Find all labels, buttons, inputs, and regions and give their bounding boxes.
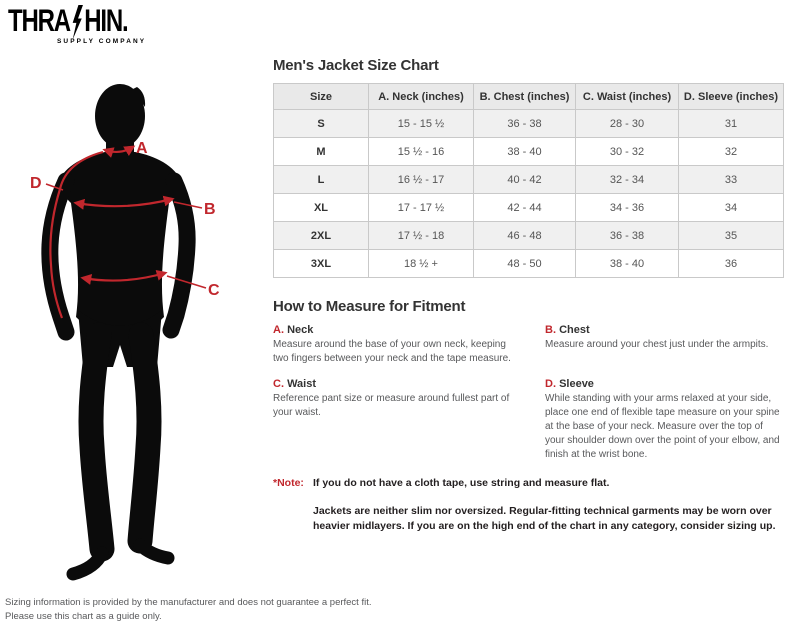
torso-shape (58, 152, 182, 340)
waist-cell: 28 - 30 (576, 110, 679, 138)
measure-name: Sleeve (559, 378, 594, 390)
chest-cell: 42 - 44 (474, 194, 576, 222)
neck-cell: 15 ½ - 16 (369, 138, 474, 166)
table-row-2xl (274, 222, 784, 250)
size-cell: L (274, 166, 369, 194)
measure-text: Measure around your chest just under the armpits. (545, 339, 769, 350)
measure-letter: B. (545, 324, 556, 336)
logo-wordmark (8, 3, 128, 40)
chest-cell: 48 - 50 (474, 250, 576, 278)
column-header-chest: B. Chest (inches) (474, 84, 576, 110)
table-row-l (274, 166, 784, 194)
figure-label-c: C (208, 282, 220, 299)
size-cell: 2XL (274, 222, 369, 250)
measurement-figure (15, 55, 235, 595)
neck-cell: 16 ½ - 17 (369, 166, 474, 194)
chest-cell: 36 - 38 (474, 110, 576, 138)
table-row-3xl (274, 250, 784, 278)
note-section (273, 476, 785, 548)
column-header-neck: A. Neck (inches) (369, 84, 474, 110)
measure-name: Waist (287, 378, 316, 390)
logo-subtitle: SUPPLY COMPANY (57, 38, 147, 45)
lightning-bolt-icon (71, 5, 83, 40)
note-line-1: If you do not have a cloth tape, use string and measure flat. (313, 477, 610, 489)
waist-cell: 32 - 34 (576, 166, 679, 194)
content-panel (273, 57, 785, 548)
measure-text: Measure around the base of your own neck, keeping two fingers between your neck and the tape measure. (273, 339, 511, 364)
logo-text-end: HIN. (84, 3, 128, 39)
chest-cell: 46 - 48 (474, 222, 576, 250)
measure-letter: D. (545, 378, 556, 390)
measure-name: Chest (559, 324, 590, 336)
waist-cell: 34 - 36 (576, 194, 679, 222)
size-cell: M (274, 138, 369, 166)
measure-letter: A. (273, 324, 284, 336)
measure-name: Neck (287, 324, 314, 336)
measure-text: While standing with your arms relaxed at your side, place one end of flexible tape measure on your spine at the base of your neck. Measure over the top of your shoulder down over the point of your elbow, and finish at the wrist bone. (545, 393, 780, 460)
measure-letter: C. (273, 378, 284, 390)
footer-line-2: Please use this chart as a guide only. (5, 611, 162, 623)
chest-cell: 38 - 40 (474, 138, 576, 166)
table-row-xl (274, 194, 784, 222)
measure-section (273, 298, 785, 462)
size-chart-table (273, 83, 784, 278)
figure-label-b: B (204, 201, 216, 218)
column-header-sleeve: D. Sleeve (inches) (679, 84, 784, 110)
sleeve-cell: 32 (679, 138, 784, 166)
note-label: *Note: (273, 477, 304, 489)
chest-cell: 40 - 42 (474, 166, 576, 194)
note-line-2: Jackets are neither slim nor oversized. Regular-fitting technical garments may be worn over heavier midlayers. If you are on the high end of the chart in any category, consider sizing up. (313, 505, 776, 533)
neck-cell: 18 ½ + (369, 250, 474, 278)
right-foot-shape (140, 545, 168, 558)
column-header-size: Size (274, 84, 369, 110)
table-row-m (274, 138, 784, 166)
column-header-waist: C. Waist (inches) (576, 84, 679, 110)
neck-cell: 17 ½ - 18 (369, 222, 474, 250)
measure-text: Reference pant size or measure around fullest part of your waist. (273, 393, 510, 418)
measure-item-waist (273, 378, 513, 462)
table-row-s (274, 110, 784, 138)
measure-item-sleeve (545, 378, 785, 462)
waist-cell: 36 - 38 (576, 222, 679, 250)
logo-text-start: THRA (8, 3, 70, 39)
note-body (313, 476, 785, 548)
figure-label-a: A (136, 140, 148, 157)
measure-item-chest (545, 324, 785, 366)
sleeve-cell: 31 (679, 110, 784, 138)
measure-grid (273, 324, 785, 462)
sleeve-cell: 34 (679, 194, 784, 222)
body-silhouette (50, 84, 187, 574)
measure-title: How to Measure for Fitment (273, 298, 466, 315)
measure-heading (545, 324, 785, 336)
neck-cell: 15 - 15 ½ (369, 110, 474, 138)
logo-thrashin (8, 3, 157, 45)
waist-cell: 30 - 32 (576, 138, 679, 166)
measure-item-neck (273, 324, 513, 366)
size-cell: S (274, 110, 369, 138)
waist-cell: 38 - 40 (576, 250, 679, 278)
figure-label-d: D (30, 175, 42, 192)
sleeve-cell: 35 (679, 222, 784, 250)
sleeve-cell: 36 (679, 250, 784, 278)
sleeve-cell: 33 (679, 166, 784, 194)
measure-heading (273, 378, 513, 390)
left-leg-shape (91, 335, 102, 549)
table-header-row (274, 84, 784, 110)
right-leg-shape (140, 335, 149, 541)
footer-line-1: Sizing information is provided by the manufacturer and does not guarantee a perfect fit. (5, 597, 372, 608)
neck-cell: 17 - 17 ½ (369, 194, 474, 222)
size-cell: XL (274, 194, 369, 222)
footer-disclaimer (5, 596, 372, 625)
measure-heading (545, 378, 785, 390)
size-chart-title: Men's Jacket Size Chart (273, 57, 439, 74)
size-cell: 3XL (274, 250, 369, 278)
measure-heading (273, 324, 513, 336)
left-foot-shape (73, 553, 102, 574)
